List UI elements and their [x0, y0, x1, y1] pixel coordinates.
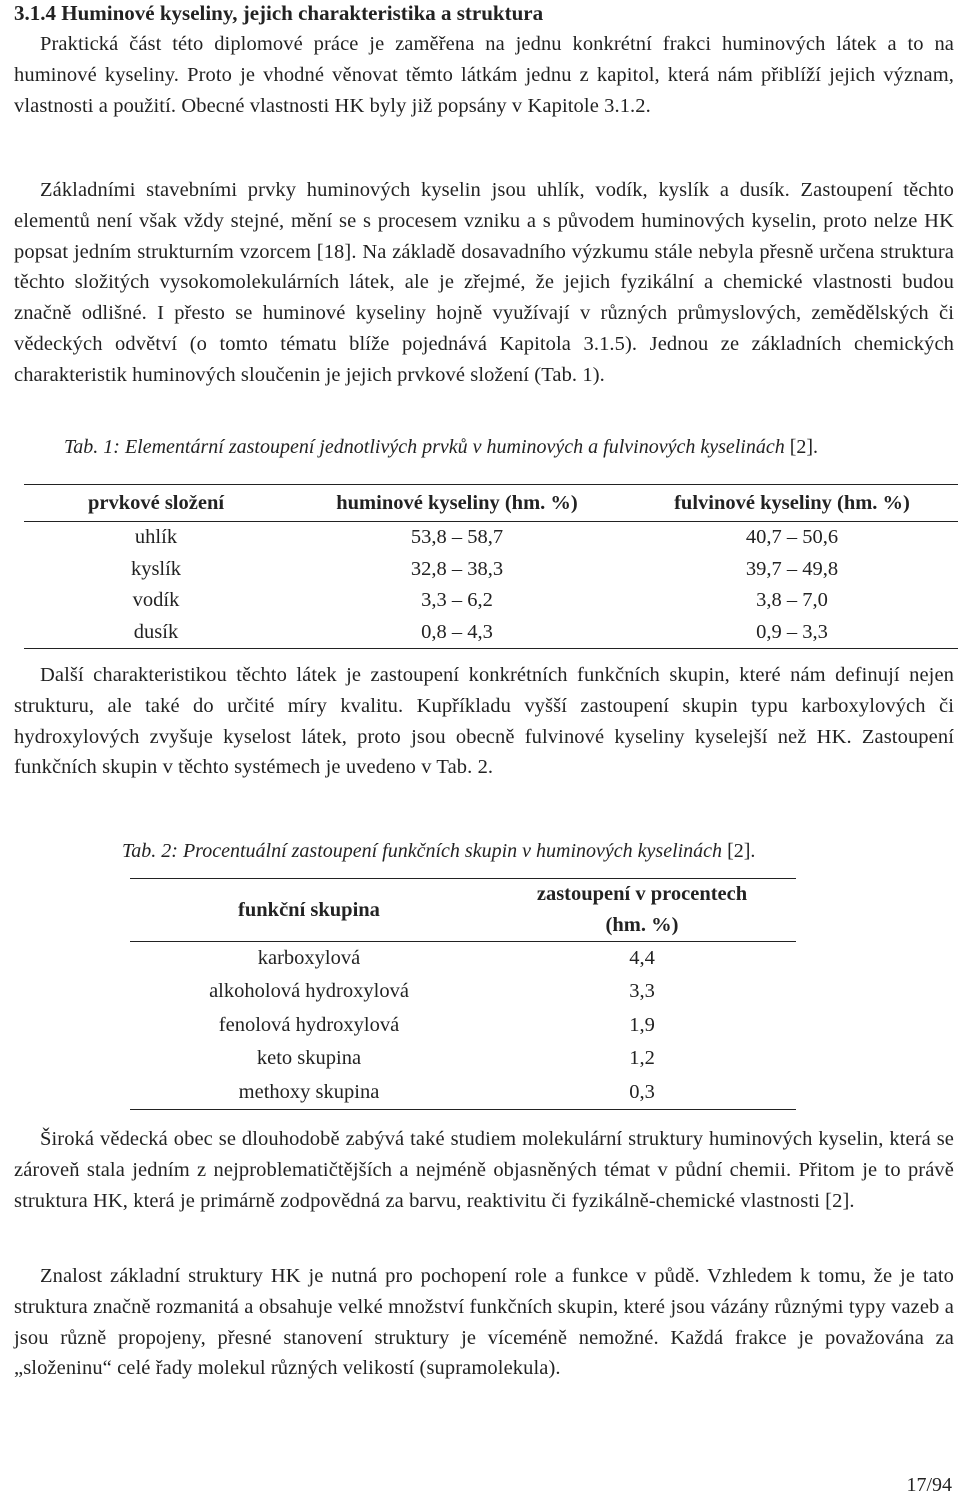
table-cell: 0,9 – 3,3	[756, 620, 828, 643]
table-cell: 0,8 – 4,3	[421, 620, 493, 643]
section-heading: 3.1.4 Huminové kyseliny, jejich charakteristika a struktura	[14, 1, 544, 25]
table-header-cell	[488, 879, 796, 942]
paragraph-intro: Praktická část této diplomové práce je zaměřena na jednu konkrétní frakci huminových látek a to na huminové kyseliny. Proto je vhodné věnovat těmto látkám jednu z kapitol, která nám přiblíží jejich význam, vlastnosti a použití. Obecné vlastnosti HK byly již popsány v Kapitole 3.1.2.	[14, 33, 954, 117]
table-row	[24, 585, 958, 617]
table-row	[130, 942, 796, 976]
table-cell: methoxy skupina	[238, 1080, 380, 1103]
table-functional-groups	[130, 878, 796, 1110]
table-row	[130, 1042, 796, 1075]
paragraph-functional-groups: Další charakteristikou těchto látek je zastoupení konkrétních funkčních skupin, které nám definují nejen strukturu, ale také do určité míry kvalitu. Kupříkladu vyšší zastoupení skupin typu karboxylových či hydroxylových zvyšuje kyselost látek, proto jsou obecně fulvinové kyseliny kyselejší než HK. Zastoupení funkčních skupin v těchto systémech je uvedeno v Tab. 2.	[14, 664, 954, 779]
table-row	[24, 554, 958, 586]
table-header-cell: fulvinové kyseliny (hm. %)	[626, 485, 958, 522]
table-cell: karboxylová	[257, 947, 361, 969]
table-row	[130, 975, 796, 1008]
table-cell: 3,3	[629, 980, 655, 1003]
page-number: 17/94	[906, 1474, 952, 1496]
table-header-line: (hm. %)	[605, 914, 679, 936]
table2-caption-ref: [2].	[727, 840, 756, 862]
table-cell: keto skupina	[256, 1047, 362, 1070]
table-header-cell: funkční skupina	[130, 879, 488, 942]
table-cell: 3,3 – 6,2	[421, 589, 493, 611]
table-cell: 32,8 – 38,3	[410, 557, 504, 580]
table1-caption-ref: [2].	[789, 436, 819, 458]
table2-caption-text: Tab. 2: Procentuální zastoupení funkčních skupin v huminových kyselinách	[122, 840, 723, 862]
table-cell: dusík	[133, 620, 179, 643]
table-cell: 39,7 – 49,8	[745, 557, 839, 580]
table-cell: fenolová hydroxylová	[218, 1013, 400, 1036]
table-elemental-composition	[24, 484, 958, 649]
table-row	[24, 522, 958, 554]
paragraph-structure: Široká vědecká obec se dlouhodobě zabývá také studiem molekulární struktury huminových kyselin, která se zároveň stala jedním z nejproblematičtějších a nejméně objasněných témat v půdní chemii. Přitom je to právě struktura HK, která je primárně zodpovědná za barvu, reaktivitu či fyzikálně-chemické vlastnosti [2].	[14, 1128, 954, 1212]
table1-caption-text: Tab. 1: Elementární zastoupení jednotlivých prvků v huminových a fulvinových kyselinách	[64, 436, 785, 458]
table-header-cell: huminové kyseliny (hm. %)	[288, 485, 626, 522]
table-cell: uhlík	[134, 526, 178, 548]
table-cell: 1,9	[629, 1013, 655, 1036]
table-header-cell: prvkové složení	[24, 485, 288, 522]
table-cell: 0,3	[629, 1080, 655, 1103]
paragraph-structure-knowledge: Znalost základní struktury HK je nutná pro pochopení role a funkce v půdě. Vzhledem k tomu, že je tato struktura značně rozmanitá a obsahuje velké množství funkčních skupin, které jsou vázány různými typy vazeb a jsou různě propojeny, přesné stanovení struktury je víceméně nemožné. Každá frakce je považována za „složeninu“ celé řady molekul různých velikostí (supramolekula).	[14, 1265, 954, 1380]
table-cell: 3,8 – 7,0	[756, 589, 828, 611]
table-cell: 53,8 – 58,7	[410, 526, 504, 548]
table2-caption	[122, 838, 755, 864]
table-cell: alkoholová hydroxylová	[209, 980, 409, 1003]
table-row	[130, 1076, 796, 1110]
table-row	[130, 1009, 796, 1042]
table-cell: 40,7 – 50,6	[745, 526, 839, 548]
table-row	[24, 617, 958, 649]
table-header-row	[130, 879, 796, 942]
table1-caption	[64, 434, 818, 460]
paragraph-elements: Základními stavebními prvky huminových kyselin jsou uhlík, vodík, kyslík a dusík. Zastoupení těchto elementů není však vždy stejné, mění se s procesem vzniku a s původem huminových kyselin, proto nelze HK popsat jedním strukturním vzorcem [18]. Na základě dosavadního výzkumu stále nebyla přesně určena struktura těchto složitých vysokomolekulárních látek, ale je zřejmé, že jejich fyzikální a chemické vlastnosti budou značně odlišné. I přesto se huminové kyseliny hojně využívají v různých průmyslových, zemědělských či vědeckých odvětví (o tomto tématu blíže pojednává Kapitola 3.1.5). Jednou ze základních chemických charakteristik huminových sloučenin je jejich prvkové složení (Tab. 1).	[14, 179, 954, 386]
table-header-line: zastoupení v procentech	[536, 883, 748, 905]
table-cell: vodík	[132, 589, 180, 611]
table-cell: 1,2	[629, 1047, 655, 1070]
table-cell: 4,4	[629, 947, 655, 969]
table-header-row	[24, 485, 958, 522]
table-cell: kyslík	[130, 557, 182, 580]
